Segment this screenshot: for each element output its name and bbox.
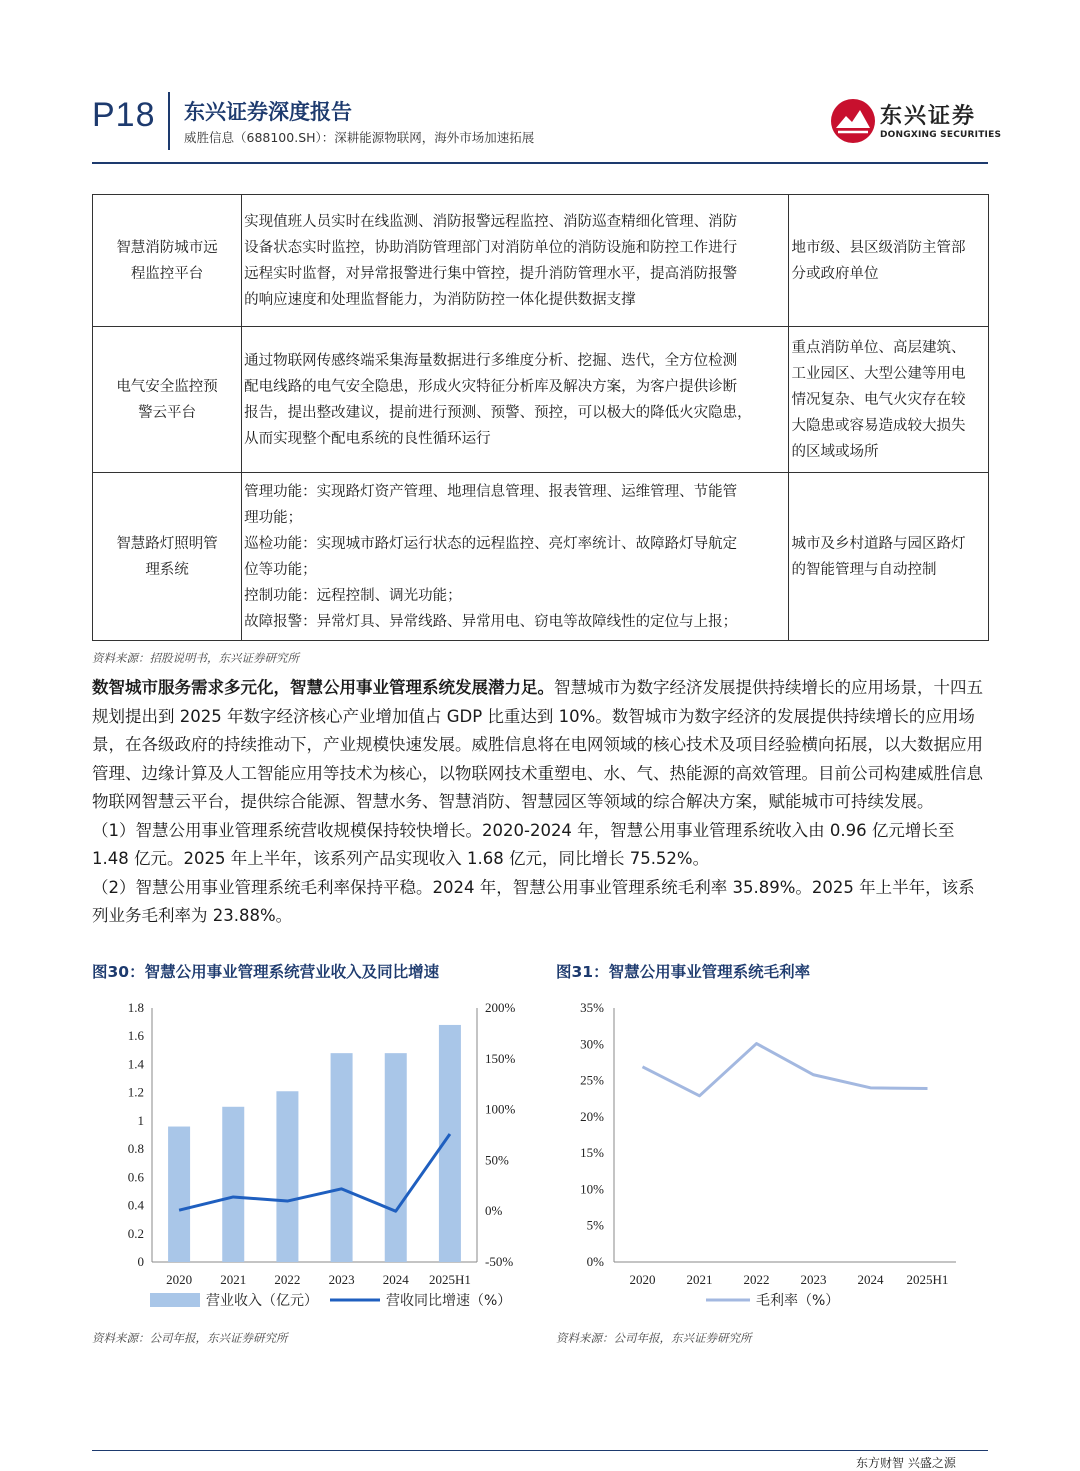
y2-tick-label: 200%	[485, 1000, 516, 1015]
y-tick-label: 10%	[580, 1181, 604, 1197]
paragraph-2: （1）智慧公用事业管理系统营收规模保持较快增长。2020-2024 年，智慧公用事业管理系统收入由 0.96 亿元增长至 1.48 亿元。2025 年上半年，该系列产品实现收入 1.68 亿元，同比增长 75.52%。	[92, 820, 955, 868]
logo-text-cn: 东兴证券	[880, 104, 977, 129]
cell-line: 实现值班人员实时在线监测、消防报警远程监控、消防巡查精细化管理、消防	[244, 213, 738, 230]
y-tick-label: 25%	[580, 1072, 604, 1088]
y-tick-label: 0	[137, 1254, 144, 1269]
x-tick-label: 2025H1	[906, 1272, 949, 1287]
cell-line: 管理功能：实现路灯资产管理、地理信息管理、报表管理、运维管理、节能管	[244, 483, 738, 500]
gross-margin-chart	[556, 990, 986, 1320]
cell-line: 理功能；	[244, 509, 303, 526]
cell-line: 地市级、县区级消防主管部	[791, 239, 966, 256]
figure-30-title: 图30：智慧公用事业管理系统营业收入及同比增速	[92, 963, 440, 981]
figure-31-title: 图31：智慧公用事业管理系统毛利率	[556, 963, 811, 981]
x-tick-label: 2022	[743, 1272, 770, 1287]
legend-swatch-revenue	[150, 1293, 200, 1307]
cell-line: 配电线路的电气安全隐患，形成火灾特征分析库及解决方案，为客户提供诊断	[244, 378, 738, 395]
cell-line: 电气安全监控预	[116, 378, 218, 395]
cell-line: 重点消防单位、高层建筑、	[791, 339, 966, 356]
footer-rule	[92, 1450, 988, 1451]
x-tick-label: 2024	[857, 1272, 884, 1287]
y2-tick-label: 0%	[485, 1203, 503, 1219]
cell-line: 智慧路灯照明管	[116, 535, 218, 552]
paragraph-1	[92, 674, 988, 817]
cell-line: 从而实现整个配电系统的良性循环运行	[244, 430, 491, 447]
y-tick-label: 30%	[580, 1036, 604, 1052]
cell-line: 城市及乡村道路与园区路灯	[791, 535, 966, 552]
cell-line: 工业园区、大型公建等用电	[791, 365, 966, 382]
legend-label-margin: 毛利率（%）	[756, 1293, 840, 1309]
table-cell-name	[93, 327, 242, 473]
page-number: P18	[92, 96, 156, 134]
y2-tick-label: 100%	[485, 1101, 516, 1117]
footer-slogan: 东方财智 兴盛之源	[856, 1456, 956, 1470]
cell-line: 设备状态实时监控，协助消防管理部门对消防单位的消防设施和防控工作进行	[244, 239, 738, 256]
x-tick-label: 2025H1	[428, 1272, 471, 1287]
table-cell-cust	[789, 195, 989, 327]
cell-line: 故障报警：异常灯具、异常线路、异常用电、窃电等故障线性的定位与上报；	[244, 613, 738, 630]
cell-line: 的响应速度和处理监督能力，为消防防控一体化提供数据支撑	[244, 291, 636, 308]
cell-line: 的区域或场所	[791, 443, 879, 460]
revenue-bar	[168, 1127, 190, 1262]
x-tick-label: 2020	[629, 1272, 656, 1287]
cell-line: 智慧消防城市远	[116, 239, 218, 256]
table-row	[93, 473, 989, 641]
y-tick-label: 1.4	[127, 1056, 144, 1072]
paragraph-1-lead: 数智城市服务需求多元化，智慧公用事业管理系统发展潜力足。	[92, 678, 554, 697]
revenue-bar	[331, 1053, 353, 1262]
x-tick-label: 2021	[686, 1272, 713, 1287]
body-text	[92, 674, 988, 931]
y-tick-label: 0.4	[127, 1197, 144, 1213]
table-cell-desc	[242, 327, 789, 473]
cell-line: 的智能管理与自动控制	[791, 561, 937, 578]
cell-line: 报告，提出整改建议，提前进行预测、预警、预控，可以极大的降低火灾隐患，	[244, 404, 752, 421]
cell-line: 位等功能；	[244, 561, 317, 578]
y-tick-label: 20%	[580, 1108, 604, 1124]
x-tick-label: 2020	[166, 1272, 193, 1287]
y-tick-label: 0%	[586, 1254, 604, 1269]
cell-line: 分或政府单位	[791, 265, 879, 282]
x-tick-label: 2022	[274, 1272, 301, 1287]
company-logo-icon	[830, 98, 876, 144]
product-table	[92, 194, 989, 641]
table-row	[93, 195, 989, 327]
y-tick-label: 1	[137, 1112, 144, 1128]
report-subtitle: 威胜信息（688100.SH）：深耕能源物联网，海外市场加速拓展	[184, 130, 535, 145]
revenue-bar	[276, 1091, 298, 1262]
y2-tick-label: 150%	[485, 1050, 516, 1066]
y-tick-label: 35%	[580, 1000, 604, 1015]
y-tick-label: 15%	[580, 1145, 604, 1161]
y-tick-label: 0.6	[127, 1169, 144, 1185]
revenue-growth-chart	[92, 990, 532, 1320]
y2-tick-label: -50%	[485, 1254, 514, 1269]
paragraph-1-text: 智慧城市为数字经济发展提供持续增长的应用场景，十四五规划提出到 2025 年数字经济核心产业增加值占 GDP 比重达到 10%。数智城市为数字经济的发展提供持续增长的应用场景，在各级政府的持续推动下，产业规模快速发展。威胜信息将在电网领域的核心技术及项目经验横向拓展，以大数据应用管理、边缘计算及人工智能应用等技术为核心，以物联网技术重塑电、水、气、热能源的高效管理。目前公司构建威胜信息物联网智慧云平台，提供综合能源、智慧水务、智慧消防、智慧园区等领域的综合解决方案，赋能城市可持续发展。	[92, 678, 983, 811]
x-tick-label: 2024	[382, 1272, 409, 1287]
cell-line: 情况复杂、电气火灾存在较	[791, 391, 966, 408]
header-divider	[168, 92, 170, 150]
cell-line: 理系统	[145, 561, 189, 578]
table-cell-name	[93, 473, 242, 641]
y-tick-label: 1.2	[127, 1084, 144, 1100]
gross-margin-line	[643, 1044, 928, 1096]
figure-31-source: 资料来源：公司年报，东兴证券研究所	[556, 1331, 752, 1345]
table-source: 资料来源：招股说明书，东兴证券研究所	[92, 651, 299, 665]
x-tick-label: 2023	[800, 1272, 827, 1287]
cell-line: 大隐患或容易造成较大损失	[791, 417, 966, 434]
table-cell-desc	[242, 473, 789, 641]
table-cell-cust	[789, 473, 989, 641]
legend-label-growth: 营收同比增速（%）	[386, 1293, 512, 1309]
cell-line: 远程实时监督，对异常报警进行集中管控，提升消防管理水平，提高消防报警	[244, 265, 738, 282]
paragraph-3: （2）智慧公用事业管理系统毛利率保持平稳。2024 年，智慧公用事业管理系统毛利率 35.89%。2025 年上半年，该系列业务毛利率为 23.88%。	[92, 877, 975, 925]
revenue-bar	[385, 1053, 407, 1262]
table-cell-name	[93, 195, 242, 327]
revenue-bar	[222, 1107, 244, 1262]
y-tick-label: 5%	[586, 1217, 604, 1233]
table-cell-cust	[789, 327, 989, 473]
y-tick-label: 1.8	[127, 1000, 144, 1015]
x-tick-label: 2021	[220, 1272, 247, 1287]
cell-line: 程监控平台	[130, 265, 204, 282]
legend-label-revenue: 营业收入（亿元）	[206, 1293, 318, 1309]
growth-rate-line	[179, 1134, 450, 1211]
header-rule	[92, 162, 988, 164]
y-tick-label: 0.8	[127, 1141, 144, 1157]
y-tick-label: 1.6	[127, 1028, 144, 1044]
table-cell-desc	[242, 195, 789, 327]
y2-tick-label: 50%	[485, 1152, 509, 1168]
y-tick-label: 0.2	[127, 1225, 144, 1241]
logo-text-en: DONGXING SECURITIES	[880, 130, 1002, 140]
cell-line: 通过物联网传感终端采集海量数据进行多维度分析、挖掘、迭代，全方位检测	[244, 352, 738, 369]
x-tick-label: 2023	[328, 1272, 355, 1287]
cell-line: 警云平台	[138, 404, 197, 421]
figure-30-source: 资料来源：公司年报，东兴证券研究所	[92, 1331, 288, 1345]
cell-line: 巡检功能：实现城市路灯运行状态的远程监控、亮灯率统计、故障路灯导航定	[244, 535, 738, 552]
cell-line: 控制功能：远程控制、调光功能；	[244, 587, 462, 604]
report-title: 东兴证券深度报告	[184, 100, 352, 124]
table-row	[93, 327, 989, 473]
